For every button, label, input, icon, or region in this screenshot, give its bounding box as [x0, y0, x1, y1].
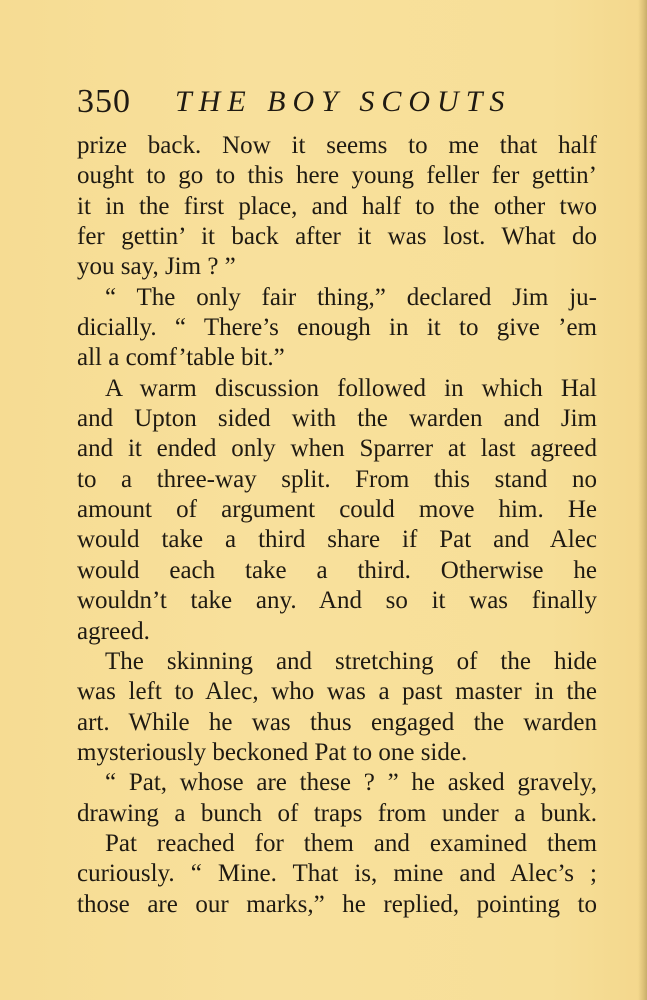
text-line: art. While he was thus engaged the warden	[77, 708, 597, 736]
text-line: “ Pat, whose are these ? ” he asked gravely,	[105, 769, 597, 797]
text-line: curiously. “ Mine. That is, mine and Alec’s ;	[77, 860, 597, 888]
text-line: amount of argument could move him. He	[77, 496, 597, 524]
body-text	[77, 131, 597, 920]
page-number: 350	[77, 83, 131, 120]
text-line: those are our marks,” he replied, pointing to	[77, 890, 597, 918]
text-line: ought to go to this here young feller fer gettin’	[77, 162, 597, 190]
text-line: to a three-way split. From this stand no	[77, 465, 597, 493]
text-line: Pat reached for them and examined them	[105, 829, 597, 857]
page-header	[77, 80, 597, 124]
text-line: would take a third share if Pat and Alec	[77, 526, 597, 554]
text-line: A warm discussion followed in which Hal	[105, 374, 597, 402]
running-head: THE BOY SCOUTS	[175, 85, 512, 118]
text-line: you say, Jim ? ”	[77, 253, 236, 281]
text-line: agreed.	[77, 617, 150, 645]
text-line: and it ended only when Sparrer at last agreed	[77, 435, 597, 463]
text-line: would each take a third. Otherwise he	[77, 556, 597, 584]
page-edge-shadow	[638, 0, 647, 1000]
text-line: “ The only fair thing,” declared Jim ju-	[105, 283, 597, 311]
text-line: prize back. Now it seems to me that half	[77, 132, 597, 159]
text-line: all a comf’table bit.”	[77, 344, 285, 372]
text-line: mysteriously beckoned Pat to one side.	[77, 738, 468, 766]
text-line: drawing a bunch of traps from under a bunk.	[77, 799, 597, 827]
text-line: it in the first place, and half to the other two	[77, 192, 597, 220]
text-line: dicially. “ There’s enough in it to give ’em	[77, 314, 597, 342]
text-line: and Upton sided with the warden and Jim	[77, 405, 597, 433]
text-line: wouldn’t take any. And so it was finally	[77, 587, 597, 615]
text-line: fer gettin’ it back after it was lost. What do	[77, 223, 597, 251]
text-line: The skinning and stretching of the hide	[105, 647, 597, 675]
text-line: was left to Alec, who was a past master in the	[77, 678, 597, 706]
